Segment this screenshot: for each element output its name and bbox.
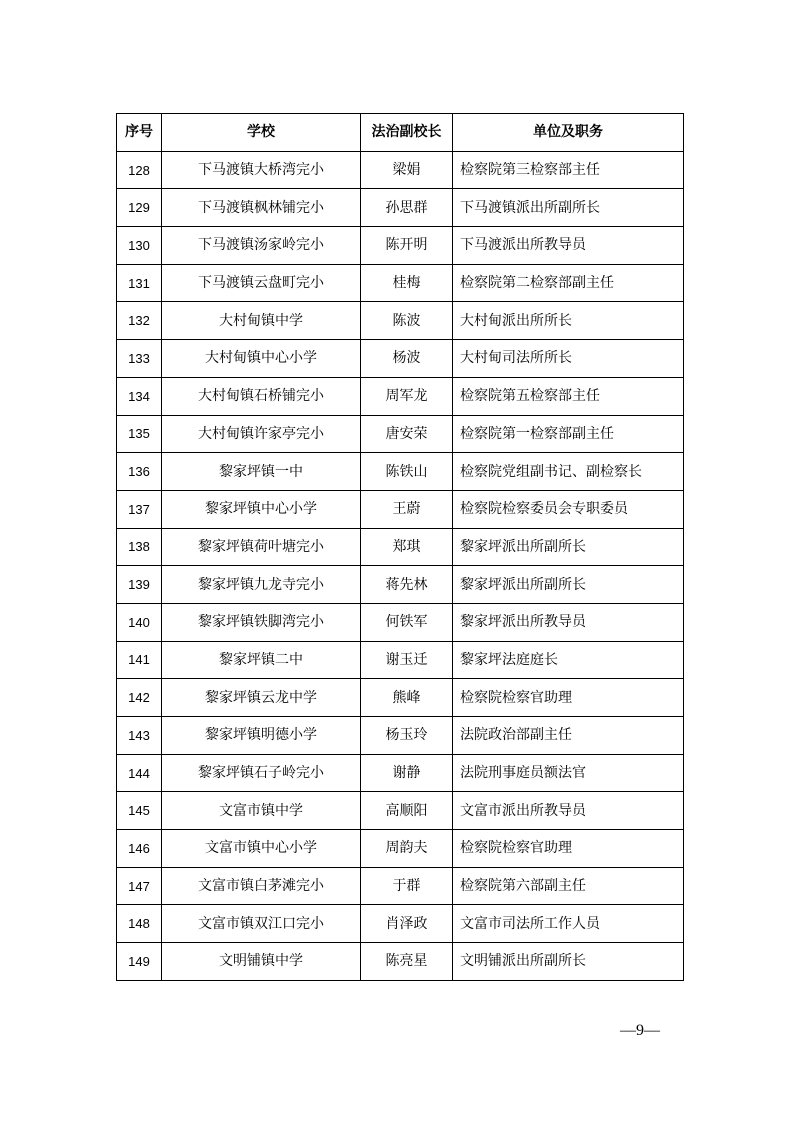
cell-school: 下马渡镇汤家岭完小	[162, 227, 361, 265]
table-row	[117, 603, 684, 641]
cell-unit-and-position: 黎家坪派出所副所长	[453, 528, 684, 566]
cell-unit-and-position: 下马渡派出所教导员	[453, 227, 684, 265]
cell-legal-vice-principal: 何铁军	[361, 603, 453, 641]
cell-serial-number: 135	[117, 415, 162, 453]
cell-school: 下马渡镇大桥湾完小	[162, 151, 361, 189]
table-header-row	[117, 114, 684, 152]
appointment-table-container	[116, 113, 683, 981]
cell-legal-vice-principal: 于群	[361, 867, 453, 905]
cell-school: 下马渡镇云盘町完小	[162, 264, 361, 302]
cell-legal-vice-principal: 周军龙	[361, 377, 453, 415]
cell-legal-vice-principal: 唐安荣	[361, 415, 453, 453]
header-unit-and-position: 单位及职务	[453, 114, 684, 152]
cell-unit-and-position: 检察院检察官助理	[453, 830, 684, 868]
cell-serial-number: 138	[117, 528, 162, 566]
table-row	[117, 189, 684, 227]
table-row	[117, 717, 684, 755]
cell-serial-number: 148	[117, 905, 162, 943]
cell-unit-and-position: 下马渡镇派出所副所长	[453, 189, 684, 227]
cell-legal-vice-principal: 陈亮星	[361, 943, 453, 981]
header-serial-number: 序号	[117, 114, 162, 152]
table-row	[117, 453, 684, 491]
cell-unit-and-position: 检察院第六部副主任	[453, 867, 684, 905]
cell-serial-number: 146	[117, 830, 162, 868]
cell-unit-and-position: 黎家坪派出所教导员	[453, 603, 684, 641]
cell-school: 黎家坪镇九龙寺完小	[162, 566, 361, 604]
cell-legal-vice-principal: 谢静	[361, 754, 453, 792]
cell-school: 下马渡镇枫林铺完小	[162, 189, 361, 227]
cell-school: 黎家坪镇云龙中学	[162, 679, 361, 717]
cell-unit-and-position: 大村甸司法所所长	[453, 340, 684, 378]
cell-serial-number: 137	[117, 490, 162, 528]
cell-legal-vice-principal: 蒋先林	[361, 566, 453, 604]
cell-unit-and-position: 大村甸派出所所长	[453, 302, 684, 340]
cell-school: 文富市镇中心小学	[162, 830, 361, 868]
table-row	[117, 340, 684, 378]
cell-legal-vice-principal: 杨波	[361, 340, 453, 378]
cell-legal-vice-principal: 肖泽政	[361, 905, 453, 943]
cell-serial-number: 145	[117, 792, 162, 830]
cell-legal-vice-principal: 陈铁山	[361, 453, 453, 491]
cell-serial-number: 140	[117, 603, 162, 641]
cell-legal-vice-principal: 郑琪	[361, 528, 453, 566]
cell-unit-and-position: 检察院检察委员会专职委员	[453, 490, 684, 528]
cell-school: 黎家坪镇二中	[162, 641, 361, 679]
cell-serial-number: 147	[117, 867, 162, 905]
cell-serial-number: 132	[117, 302, 162, 340]
appointment-table	[116, 113, 684, 981]
cell-serial-number: 143	[117, 717, 162, 755]
cell-legal-vice-principal: 陈开明	[361, 227, 453, 265]
cell-legal-vice-principal: 高顺阳	[361, 792, 453, 830]
table-row	[117, 415, 684, 453]
cell-serial-number: 131	[117, 264, 162, 302]
table-row	[117, 905, 684, 943]
cell-legal-vice-principal: 熊峰	[361, 679, 453, 717]
cell-school: 大村甸镇许家亭完小	[162, 415, 361, 453]
header-school: 学校	[162, 114, 361, 152]
cell-unit-and-position: 文明铺派出所副所长	[453, 943, 684, 981]
page-number: —9—	[620, 1022, 660, 1039]
cell-unit-and-position: 法院刑事庭员额法官	[453, 754, 684, 792]
cell-unit-and-position: 法院政治部副主任	[453, 717, 684, 755]
cell-unit-and-position: 黎家坪法庭庭长	[453, 641, 684, 679]
cell-unit-and-position: 黎家坪派出所副所长	[453, 566, 684, 604]
cell-school: 文富市镇双江口完小	[162, 905, 361, 943]
cell-school: 黎家坪镇一中	[162, 453, 361, 491]
cell-serial-number: 133	[117, 340, 162, 378]
table-row	[117, 566, 684, 604]
table-row	[117, 754, 684, 792]
cell-serial-number: 144	[117, 754, 162, 792]
table-row	[117, 830, 684, 868]
cell-school: 文富市镇白茅滩完小	[162, 867, 361, 905]
table-row	[117, 867, 684, 905]
cell-serial-number: 134	[117, 377, 162, 415]
table-row	[117, 151, 684, 189]
cell-school: 大村甸镇中心小学	[162, 340, 361, 378]
cell-unit-and-position: 检察院党组副书记、副检察长	[453, 453, 684, 491]
table-row	[117, 490, 684, 528]
cell-serial-number: 130	[117, 227, 162, 265]
cell-school: 文明铺镇中学	[162, 943, 361, 981]
cell-school: 黎家坪镇明德小学	[162, 717, 361, 755]
cell-unit-and-position: 检察院第五检察部主任	[453, 377, 684, 415]
cell-serial-number: 142	[117, 679, 162, 717]
cell-serial-number: 128	[117, 151, 162, 189]
table-row	[117, 943, 684, 981]
cell-school: 黎家坪镇中心小学	[162, 490, 361, 528]
cell-school: 黎家坪镇铁脚湾完小	[162, 603, 361, 641]
table-row	[117, 264, 684, 302]
cell-school: 大村甸镇中学	[162, 302, 361, 340]
table-row	[117, 641, 684, 679]
table-body	[117, 151, 684, 980]
cell-school: 黎家坪镇荷叶塘完小	[162, 528, 361, 566]
cell-unit-and-position: 检察院检察官助理	[453, 679, 684, 717]
table-row	[117, 679, 684, 717]
cell-serial-number: 141	[117, 641, 162, 679]
table-row	[117, 377, 684, 415]
cell-unit-and-position: 文富市派出所教导员	[453, 792, 684, 830]
header-legal-vice-principal: 法治副校长	[361, 114, 453, 152]
cell-unit-and-position: 检察院第一检察部副主任	[453, 415, 684, 453]
cell-serial-number: 139	[117, 566, 162, 604]
table-row	[117, 792, 684, 830]
cell-unit-and-position: 文富市司法所工作人员	[453, 905, 684, 943]
cell-legal-vice-principal: 孙思群	[361, 189, 453, 227]
cell-legal-vice-principal: 陈波	[361, 302, 453, 340]
cell-school: 黎家坪镇石子岭完小	[162, 754, 361, 792]
table-row	[117, 528, 684, 566]
cell-legal-vice-principal: 周韵夫	[361, 830, 453, 868]
cell-serial-number: 129	[117, 189, 162, 227]
cell-unit-and-position: 检察院第二检察部副主任	[453, 264, 684, 302]
cell-legal-vice-principal: 杨玉玲	[361, 717, 453, 755]
cell-legal-vice-principal: 桂梅	[361, 264, 453, 302]
cell-legal-vice-principal: 谢玉迁	[361, 641, 453, 679]
cell-legal-vice-principal: 王蔚	[361, 490, 453, 528]
table-row	[117, 227, 684, 265]
cell-school: 文富市镇中学	[162, 792, 361, 830]
cell-legal-vice-principal: 梁娟	[361, 151, 453, 189]
table-row	[117, 302, 684, 340]
cell-serial-number: 149	[117, 943, 162, 981]
cell-school: 大村甸镇石桥铺完小	[162, 377, 361, 415]
cell-serial-number: 136	[117, 453, 162, 491]
cell-unit-and-position: 检察院第三检察部主任	[453, 151, 684, 189]
